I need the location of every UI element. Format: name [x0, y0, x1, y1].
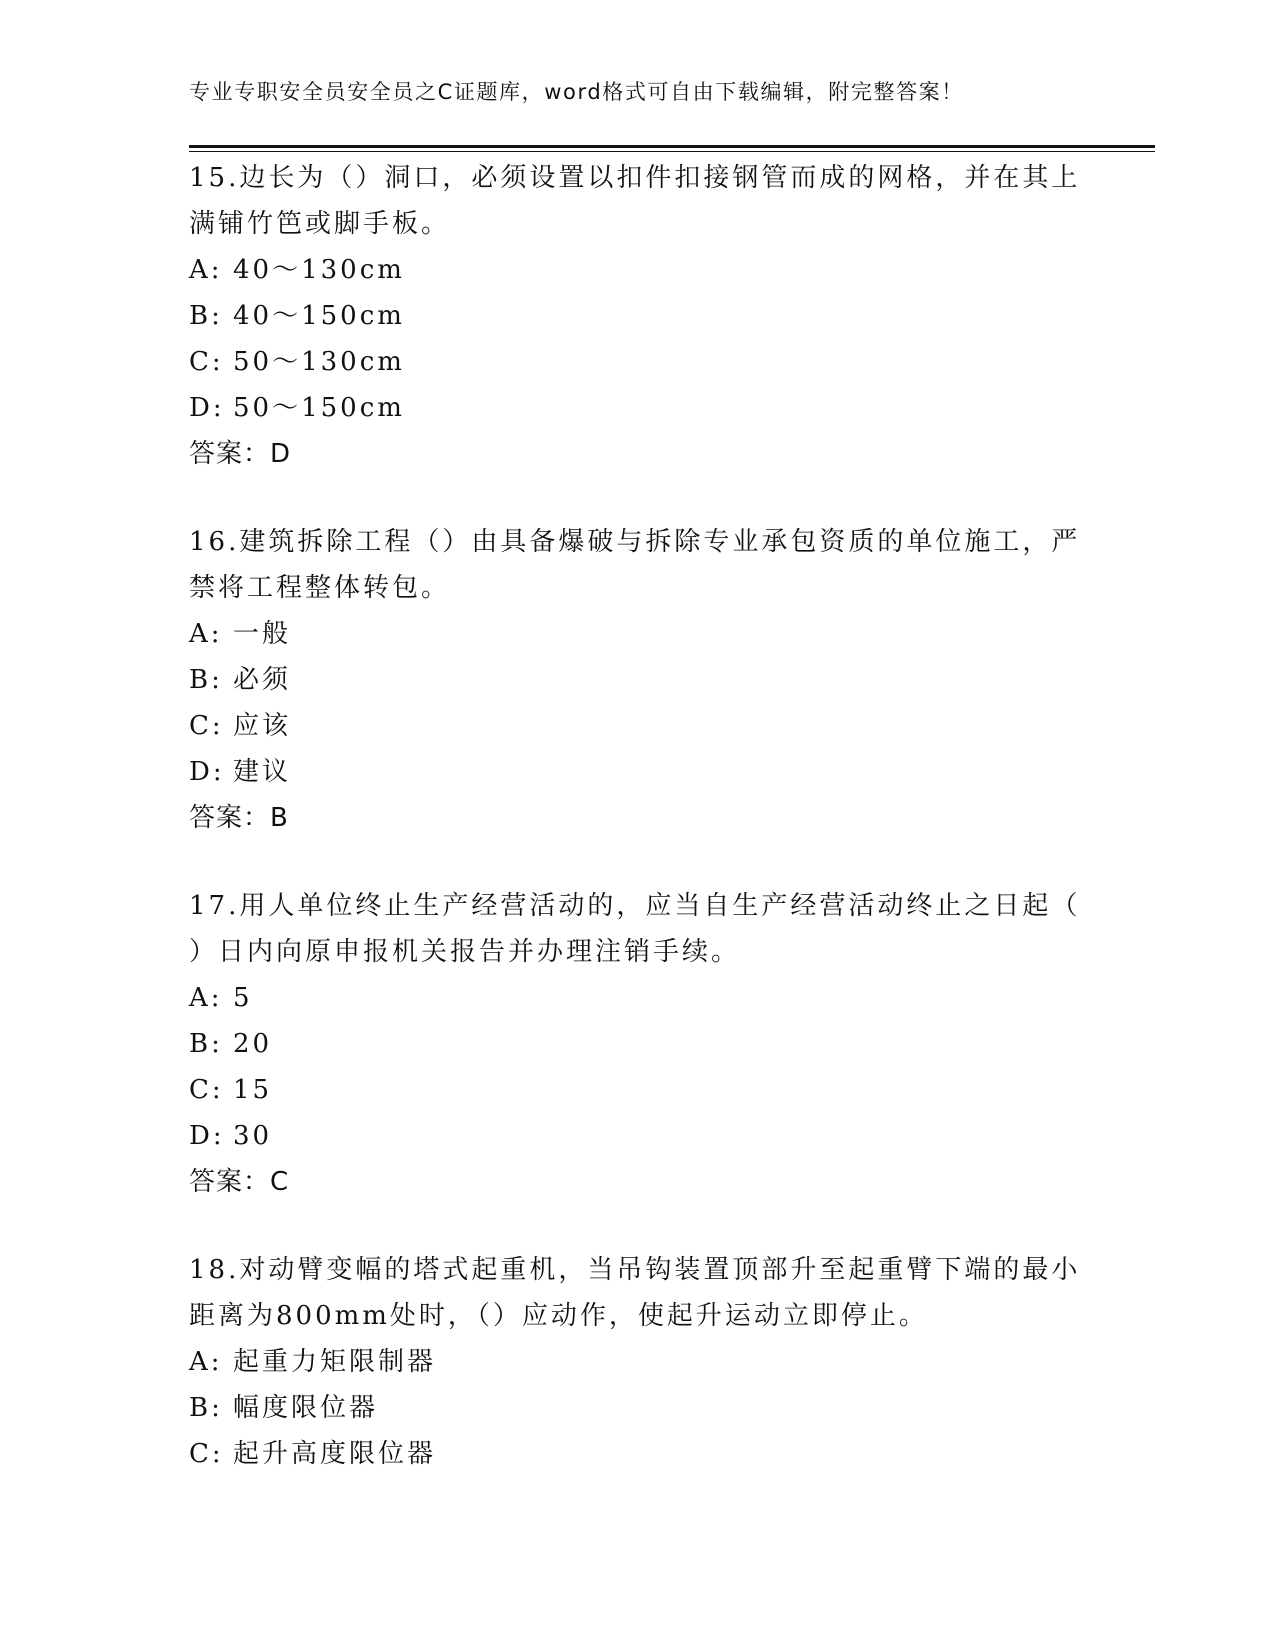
question-16 — [189, 519, 1089, 841]
option-b — [189, 1385, 1089, 1431]
option-letter: C: — [189, 347, 224, 377]
option-text: 5 — [233, 983, 253, 1013]
header-rule-thin — [189, 151, 1155, 152]
question-stem-line: 距离为800mm处时，（）应动作，使起升运动立即停止。 — [189, 1301, 928, 1331]
option-c — [189, 1431, 1089, 1477]
option-d — [189, 749, 1089, 795]
option-text: 50～150cm — [233, 393, 405, 423]
option-text: 20 — [233, 1029, 273, 1059]
option-a — [189, 1339, 1089, 1385]
option-d — [189, 1113, 1089, 1159]
option-a — [189, 247, 1089, 293]
option-b — [189, 1021, 1089, 1067]
option-letter: A: — [189, 619, 223, 649]
option-text: 一般 — [233, 619, 292, 649]
option-letter: C: — [189, 1439, 224, 1469]
answer-text: 答案：C — [189, 1167, 290, 1197]
option-letter: C: — [189, 711, 224, 741]
option-letter: B: — [189, 665, 223, 695]
question-18 — [189, 1247, 1089, 1477]
option-a — [189, 975, 1089, 1021]
option-text: 起重力矩限制器 — [233, 1347, 437, 1377]
option-letter: B: — [189, 1029, 223, 1059]
page-header: 专业专职安全员安全员之C证题库，word格式可自由下载编辑，附完整答案！ — [189, 80, 964, 104]
option-text: 应该 — [233, 711, 292, 741]
option-a — [189, 611, 1089, 657]
option-c — [189, 1067, 1089, 1113]
option-text: 15 — [233, 1075, 273, 1105]
question-stem-line: ）日内向原申报机关报告并办理注销手续。 — [189, 937, 741, 967]
option-text: 建议 — [233, 757, 292, 787]
question-stem-line: 满铺竹笆或脚手板。 — [189, 209, 451, 239]
option-letter: D: — [189, 1121, 225, 1151]
option-d — [189, 385, 1089, 431]
option-letter: A: — [189, 983, 223, 1013]
question-17 — [189, 883, 1089, 1205]
answer-text: 答案：B — [189, 803, 289, 833]
option-text: 40～150cm — [233, 301, 405, 331]
question-stem-line: 16.建筑拆除工程（）由具备爆破与拆除专业承包资质的单位施工，严 — [189, 527, 1081, 557]
option-text: 40～130cm — [233, 255, 405, 285]
option-letter: B: — [189, 1393, 223, 1423]
option-b — [189, 293, 1089, 339]
option-letter: D: — [189, 393, 225, 423]
option-text: 30 — [233, 1121, 273, 1151]
option-text: 幅度限位器 — [233, 1393, 379, 1423]
option-text: 必须 — [233, 665, 292, 695]
question-stem-line: 18.对动臂变幅的塔式起重机，当吊钩装置顶部升至起重臂下端的最小 — [189, 1255, 1081, 1285]
option-text: 50～130cm — [233, 347, 405, 377]
option-letter: A: — [189, 1347, 223, 1377]
option-letter: B: — [189, 301, 223, 331]
question-stem-line: 17.用人单位终止生产经营活动的，应当自生产经营活动终止之日起（ — [189, 891, 1081, 921]
option-c — [189, 339, 1089, 385]
answer-text: 答案：D — [189, 439, 292, 469]
question-stem-line: 禁将工程整体转包。 — [189, 573, 451, 603]
option-text: 起升高度限位器 — [233, 1439, 437, 1469]
option-letter: D: — [189, 757, 225, 787]
option-letter: C: — [189, 1075, 224, 1105]
question-stem-line: 15.边长为（）洞口，必须设置以扣件扣接钢管而成的网格，并在其上 — [189, 163, 1081, 193]
option-b — [189, 657, 1089, 703]
question-15 — [189, 155, 1089, 477]
option-c — [189, 703, 1089, 749]
option-letter: A: — [189, 255, 223, 285]
header-rule-thick — [189, 145, 1155, 148]
